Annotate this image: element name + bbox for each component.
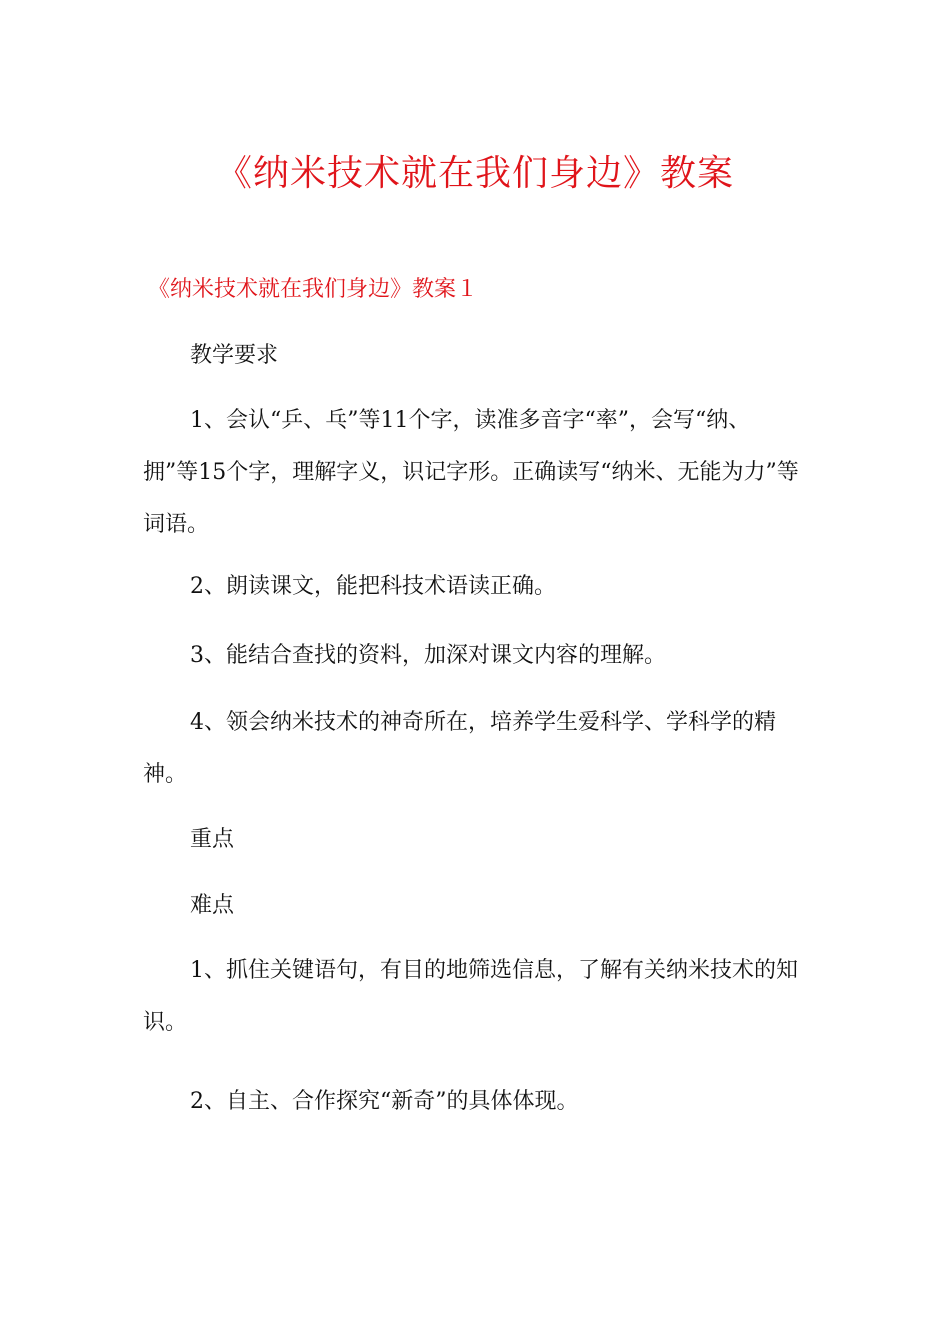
paragraph-difficulty-2: 2、自主、合作探究“新奇”的具体体现。 xyxy=(190,1089,579,1114)
document-title: 《纳米技术就在我们身边》教案 xyxy=(215,153,734,194)
paragraph-requirement-3: 3、能结合查找的资料，加深对课文内容的理解。 xyxy=(190,643,666,668)
paragraph-teaching-requirements: 教学要求 xyxy=(190,343,279,368)
paragraph-difficulty-1: 1、抓住关键语句，有目的地筛选信息，了解有关纳米技术的知识。 xyxy=(143,958,798,1035)
paragraph-requirement-1: 1、会认“乒、乓”等11个字，读准多音字“率”，会写“纳、拥”等15个字，理解字义，识记字形。正确读写“纳米、无能为力”等词语。 xyxy=(143,408,799,537)
paragraph-difficulties: 难点 xyxy=(190,893,235,918)
section-heading: 《纳米技术就在我们身边》教案１ xyxy=(148,277,479,302)
paragraph-requirement-2: 2、朗读课文，能把科技术语读正确。 xyxy=(190,574,556,599)
paragraph-key-points: 重点 xyxy=(190,827,235,852)
paragraph-requirement-4: 4、领会纳米技术的神奇所在，培养学生爱科学、学科学的精神。 xyxy=(143,710,776,787)
